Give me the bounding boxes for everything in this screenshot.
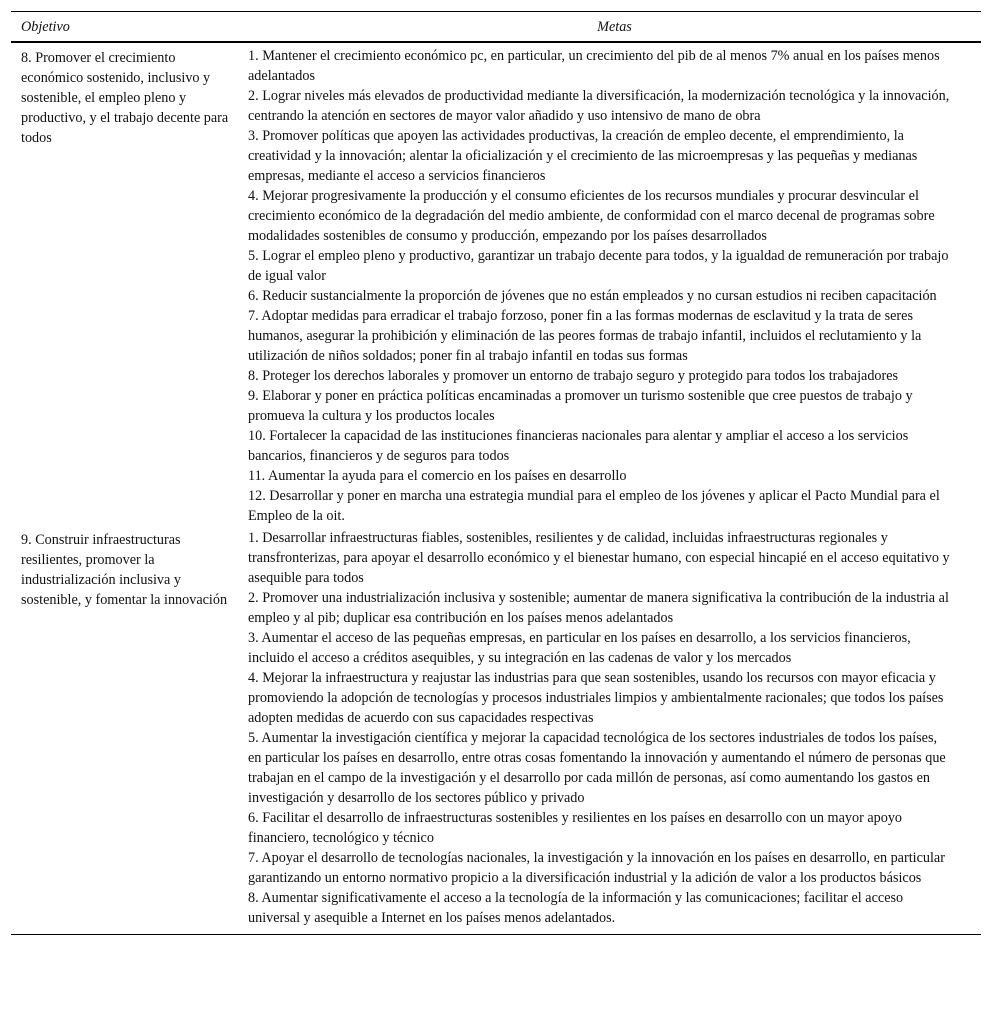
target-item: 3. Aumentar el acceso de las pequeñas empresas, en particular en los países en desarrollo, a los servicios financieros, incluido el acceso a créditos asequibles, y su integración en las cadenas de valor y los mercados (248, 630, 911, 666)
goal-8-targets (248, 46, 981, 526)
target-item: 1. Desarrollar infraestructuras fiables, sostenibles, resilientes y de calidad, incluidas infraestructuras regionales y transfronterizas, para apoyar el desarrollo económico y el bienestar humano, con especial hincapié en el acceso equitativo y asequible para todos (248, 530, 950, 586)
target-item: 7. Apoyar el desarrollo de tecnologías nacionales, la investigación y la innovación en los países en desarrollo, en particular garantizando un entorno normativo propicio a la diversificación industrial y la adición de valor a los productos básicos (248, 850, 945, 886)
target-item: 2. Lograr niveles más elevados de productividad mediante la diversificación, la modernización tecnológica y la innovación, centrando la atención en sectores de mayor valor añadido y uso intensivo de mano de obra (248, 88, 950, 124)
target-item: 8. Aumentar significativamente el acceso a la tecnología de la información y las comunicaciones; facilitar el acceso universal y asequible a Internet en los países menos adelantados. (248, 890, 904, 926)
target-item: 6. Reducir sustancialmente la proporción de jóvenes que no están empleados y no cursan estudios ni reciben capacitación (248, 288, 937, 304)
goal-9-objective: 9. Construir infraestructuras resilientes, promover la industrialización inclusiva y sostenible, y fomentar la innovación (21, 532, 228, 608)
table-bottom-rule (11, 930, 981, 935)
target-item: 11. Aumentar la ayuda para el comercio en los países en desarrollo (248, 468, 627, 484)
header-objetivo: Objetivo (21, 18, 70, 35)
target-item: 7. Adoptar medidas para erradicar el trabajo forzoso, poner fin a las formas modernas de esclavitud y la trata de seres humanos, asegurar la prohibición y eliminación de las peores formas de trabajo infantil, incluidos el reclutamiento y la utilización de niños soldados; poner fin al trabajo infantil en todas sus formas (248, 308, 922, 364)
target-item: 12. Desarrollar y poner en marcha una estrategia mundial para el empleo de los jóvenes y aplicar el Pacto Mundial para el Empleo de la oit. (248, 488, 940, 524)
target-item: 4. Mejorar progresivamente la producción y el consumo eficientes de los recursos mundiales y procurar desvincular el crecimiento económico de la degradación del medio ambiente, de conformidad con el marco decenal de programas sobre modalidades sostenibles de consumo y producción, empezando por los países desarrollados (248, 188, 935, 244)
header-metas: Metas (597, 18, 632, 35)
goals-table (11, 11, 981, 935)
target-item: 5. Aumentar la investigación científica y mejorar la capacidad tecnológica de los sectores industriales de todos los países, en particular los países en desarrollo, entre otras cosas fomentando la innovación y aumentando el número de personas que trabajan en el campo de la investigación y el desarrollo por cada millón de personas, así como aumentando los gastos en investigación y desarrollo de los sectores público y privado (248, 730, 946, 806)
target-item: 1. Mantener el crecimiento económico pc, en particular, un crecimiento del pib de al menos 7% anual en los países menos adelantados (248, 48, 940, 84)
target-item: 8. Proteger los derechos laborales y promover un entorno de trabajo seguro y protegido para todos los trabajadores (248, 368, 899, 384)
table-row-goal-9 (11, 526, 981, 928)
target-item: 5. Lograr el empleo pleno y productivo, garantizar un trabajo decente para todos, y la igualdad de remuneración por trabajo de igual valor (248, 248, 949, 284)
target-item: 6. Facilitar el desarrollo de infraestructuras sostenibles y resilientes en los países en desarrollo con un mayor apoyo financiero, tecnológico y técnico (248, 810, 903, 846)
target-item: 9. Elaborar y poner en práctica políticas encaminadas a promover un turismo sostenible que cree puestos de trabajo y promueva la cultura y los productos locales (248, 388, 913, 424)
target-item: 3. Promover políticas que apoyen las actividades productivas, la creación de empleo decente, el emprendimiento, la creatividad y la innovación; alentar la oficialización y el crecimiento de las microempresas y las pequeñas y medianas empresas, mediante el acceso a servicios financieros (248, 128, 918, 184)
table-header (11, 11, 981, 43)
goal-8-objective: 8. Promover el crecimiento económico sostenido, inclusivo y sostenible, el empleo pleno y productivo, y el trabajo decente para todos (21, 50, 229, 146)
table-row-goal-8 (11, 43, 981, 526)
goal-9-targets (248, 528, 981, 928)
target-item: 10. Fortalecer la capacidad de las instituciones financieras nacionales para alentar y ampliar el acceso a los servicios bancarios, financieros y de seguros para todos (248, 428, 909, 464)
target-item: 4. Mejorar la infraestructura y reajustar las industrias para que sean sostenibles, usando los recursos con mayor eficacia y promoviendo la adopción de tecnologías y procesos industriales limpios y ambientalmente racionales; que todos los países adopten medidas de acuerdo con sus capacidades respectivas (248, 670, 944, 726)
target-item: 2. Promover una industrialización inclusiva y sostenible; aumentar de manera significativa la contribución de la industria al empleo y al pib; duplicar esa contribución en los países menos adelantados (248, 590, 949, 626)
